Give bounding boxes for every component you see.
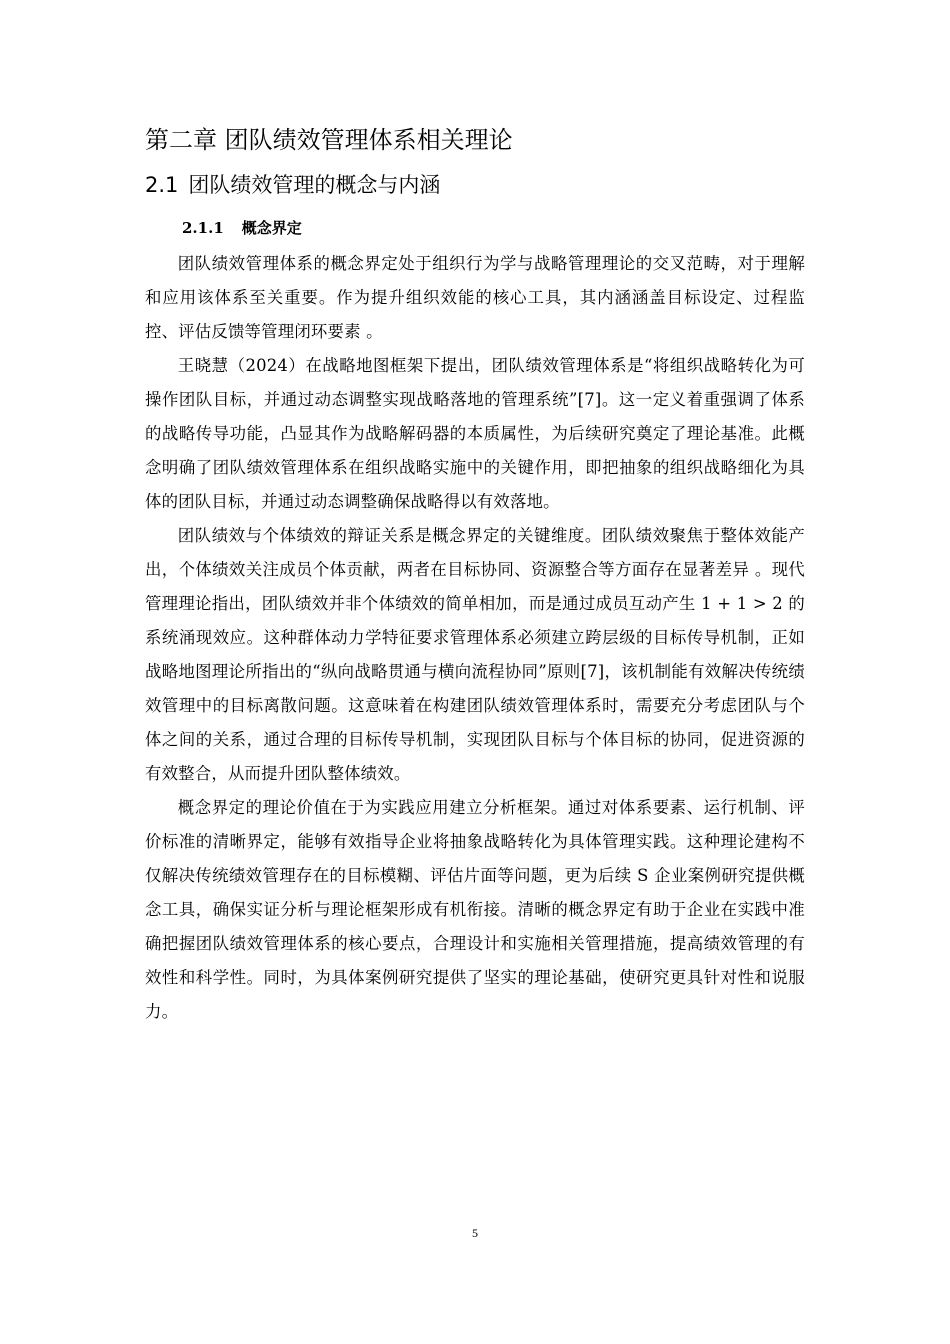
document-body <box>145 118 805 1029</box>
page-number: 5 <box>472 1226 478 1240</box>
subsection-title: 概念界定 <box>241 219 302 237</box>
subsection-heading <box>182 213 805 243</box>
paragraph-2: 王晓慧（2024）在战略地图框架下提出，团队绩效管理体系是“将组织战略转化为可操作团队目标，并通过动态调整实现战略落地的管理系统”[7]。这一定义着重强调了体系的战略传导功能，凸显其作为战略解码器的本质属性，为后续研究奠定了理论基准。此概念明确了团队绩效管理体系在组织战略实施中的关键作用，即把抽象的组织战略细化为具体的团队目标，并通过动态调整确保战略得以有效落地。 <box>145 356 805 511</box>
paragraph-3: 团队绩效与个体绩效的辩证关系是概念界定的关键维度。团队绩效聚焦于整体效能产出，个体绩效关注成员个体贡献，两者在目标协同、资源整合等方面存在显著差异 。现代管理理论指出，团队绩效并非个体绩效的简单相加，而是通过成员互动产生 1 + 1 > 2 的系统涌现效应。这种群体动力学特征要求管理体系必须建立跨层级的目标传导机制，正如战略地图理论所指出的“纵向战略贯通与横向流程协同”原则[7]，该机制能有效解决传统绩效管理中的目标离散问题。这意味着在构建团队绩效管理体系时，需要充分考虑团队与个体之间的关系，通过合理的目标传导机制，实现团队目标与个体目标的协同，促进资源的有效整合，从而提升团队整体绩效。 <box>145 526 805 783</box>
section-title: 团队绩效管理的概念与内涵 <box>188 173 441 197</box>
paragraph-4: 概念界定的理论价值在于为实践应用建立分析框架。通过对体系要素、运行机制、评价标准的清晰界定，能够有效指导企业将抽象战略转化为具体管理实践。这种理论建构不仅解决传统绩效管理存在的目标模糊、评估片面等问题，更为后续 S 企业案例研究提供概念工具，确保实证分析与理论框架形成有机衔接。清晰的概念界定有助于企业在实践中准确把握团队绩效管理体系的核心要点，合理设计和实施相关管理措施，提高绩效管理的有效性和科学性。同时，为具体案例研究提供了坚实的理论基础，使研究更具针对性和说服力。 <box>145 798 805 1021</box>
section-number: 2.1 <box>145 173 179 197</box>
section-heading <box>145 165 805 205</box>
chapter-title: 第二章 团队绩效管理体系相关理论 <box>145 126 513 154</box>
paragraph-1: 团队绩效管理体系的概念界定处于组织行为学与战略管理理论的交叉范畴，对于理解和应用该体系至关重要。作为提升组织效能的核心工具，其内涵涵盖目标设定、过程监控、评估反馈等管理闭环要素 。 <box>145 254 805 341</box>
subsection-number: 2.1.1 <box>182 219 224 237</box>
